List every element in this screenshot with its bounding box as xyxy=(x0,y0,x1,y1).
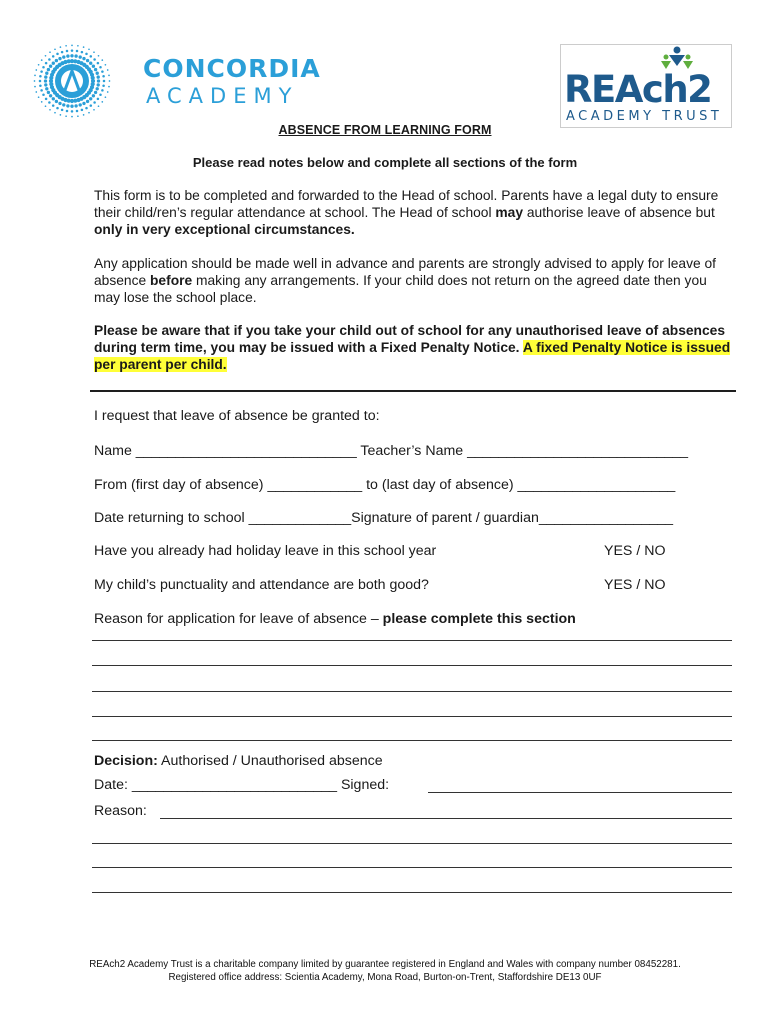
decision-reason-label: Reason: xyxy=(94,803,147,819)
emblem-dot xyxy=(58,57,61,60)
reason-line[interactable] xyxy=(92,640,732,641)
reason-line[interactable] xyxy=(92,665,732,666)
penalty-highlight: A fixed Penalty Notice is issued per parent per child. xyxy=(94,340,731,372)
reason-line[interactable] xyxy=(92,716,732,717)
emblem-dot xyxy=(38,96,40,98)
emblem-dot xyxy=(74,104,77,107)
emblem-dot xyxy=(48,58,51,61)
emblem-dot xyxy=(89,62,92,65)
emblem-dot xyxy=(66,50,69,53)
emblem-dot xyxy=(44,75,47,78)
decision-row: Decision: Authorised / Unauthorised absence xyxy=(94,753,383,769)
emblem-dot xyxy=(101,89,104,92)
absence-dates-field[interactable]: From (first day of absence) ____________ to (last day of absence) ____________________ xyxy=(94,477,676,493)
emblem-dot xyxy=(39,75,42,78)
emblem-dot xyxy=(47,68,50,71)
emblem-dot xyxy=(85,53,88,56)
holiday-question: Have you already had holiday leave in this school year xyxy=(94,543,437,559)
emblem-dot xyxy=(88,48,90,50)
emblem-dot xyxy=(44,83,47,86)
emblem-dot xyxy=(49,65,52,68)
emblem-dot xyxy=(91,76,95,80)
emblem-dot xyxy=(47,91,50,94)
emblem-dot xyxy=(98,105,100,107)
emblem-dot xyxy=(62,103,65,106)
emblem-dot xyxy=(56,107,59,110)
reason-label: Reason for application for leave of absence – please complete this section xyxy=(94,611,576,627)
emblem-dot xyxy=(49,94,52,97)
emblem-dot xyxy=(97,83,100,86)
emblem-dot xyxy=(105,96,107,98)
emblem-dot xyxy=(108,86,110,88)
decision-reason-line[interactable] xyxy=(92,867,732,868)
emblem-dot xyxy=(52,55,55,58)
emblem-dot xyxy=(41,101,43,103)
emblem-dot xyxy=(81,109,84,112)
emblem-dot xyxy=(71,45,73,47)
concordia-emblem-icon xyxy=(34,45,111,118)
emblem-dot xyxy=(98,55,100,57)
emblem-dot xyxy=(83,114,85,116)
penalty-warning-paragraph: Please be aware that if you take your child out of school for any unauthorised leave of absences during term time, you may be issued with a Fixed Penalty Notice. A fixed Penalty Notice is issued per parent per child. xyxy=(94,323,731,372)
emblem-dot xyxy=(45,87,48,90)
section-divider xyxy=(90,390,736,392)
emblem-dot xyxy=(92,65,95,68)
emblem-dot xyxy=(86,59,89,62)
emblem-dot xyxy=(79,103,82,106)
name-teacher-field[interactable]: Name ____________________________ Teacher’s Name ____________________________ xyxy=(94,443,689,459)
emblem-dot xyxy=(109,80,111,82)
decision-date-signed[interactable]: Date: __________________________ Signed: xyxy=(94,777,390,793)
svg-text:REAch2: REAch2 xyxy=(564,68,712,111)
emblem-dot xyxy=(93,58,96,61)
form-title: ABSENCE FROM LEARNING FORM xyxy=(278,123,492,137)
form-subtitle: Please read notes below and complete all sections of the form xyxy=(192,155,578,170)
emblem-dot xyxy=(77,115,79,117)
emblem-dot xyxy=(55,59,58,62)
emblem-dot xyxy=(52,104,55,107)
emblem-dot xyxy=(48,101,51,104)
emblem-dot xyxy=(97,75,100,78)
emblem-dot xyxy=(76,110,79,113)
emblem-dot xyxy=(35,91,37,93)
emblem-dot xyxy=(41,59,43,61)
emblem-dot xyxy=(54,48,56,50)
punctuality-yes-no[interactable]: YES / NO xyxy=(604,577,666,593)
emblem-dot xyxy=(60,46,62,48)
emblem-dot xyxy=(97,62,100,65)
emblem-dot xyxy=(65,45,67,47)
emblem-dot xyxy=(102,75,105,78)
emblem-dot xyxy=(83,46,85,48)
return-signature-field[interactable]: Date returning to school _____________Signature of parent / guardian_________________ xyxy=(94,510,674,526)
emblem-dot xyxy=(34,86,36,88)
decision-reason-line[interactable] xyxy=(92,892,732,893)
emblem-dot xyxy=(39,85,42,88)
footer-company-line: REAch2 Academy Trust is a charitable company limited by guarantee registered in England and Wales with company number 08452281. xyxy=(89,959,681,970)
svg-text:CONCORDIA: CONCORDIA xyxy=(143,54,321,83)
emblem-dot xyxy=(45,62,48,65)
emblem-dot xyxy=(90,104,93,107)
emblem-dot xyxy=(102,85,105,88)
emblem-dot xyxy=(82,57,85,60)
emblem-dot xyxy=(42,94,45,97)
emblem-dot xyxy=(66,104,69,107)
emblem-dot xyxy=(71,110,74,113)
svg-text:ACADEMY: ACADEMY xyxy=(146,84,299,108)
emblem-dot xyxy=(96,72,99,75)
decision-reason-line[interactable] xyxy=(92,843,732,844)
emblem-dot xyxy=(94,68,97,71)
emblem-dot xyxy=(71,116,73,118)
emblem-dot xyxy=(99,94,102,97)
emblem-dot xyxy=(49,51,51,53)
concordia-academy-logo xyxy=(28,40,338,122)
emblem-dot xyxy=(93,109,95,111)
emblem-dot xyxy=(74,54,77,57)
footer xyxy=(0,958,770,984)
reach2-academy-trust-logo xyxy=(560,44,732,128)
emblem-dot xyxy=(56,53,59,56)
emblem-dot xyxy=(81,51,84,54)
emblem-dot xyxy=(70,105,73,108)
emblem-dot xyxy=(45,105,47,107)
emblem-dot xyxy=(99,66,102,69)
emblem-dot xyxy=(66,54,69,57)
emblem-dot xyxy=(93,51,95,53)
footer-address-line: Registered office address: Scientia Academy, Mona Road, Burton-on-Trent, Staffordshire DE13 0UF xyxy=(168,972,602,983)
emblem-dot xyxy=(61,109,64,112)
emblem-dot xyxy=(35,69,37,71)
emblem-dot xyxy=(60,114,62,116)
emblem-dot xyxy=(61,51,64,54)
emblem-dot xyxy=(54,112,56,114)
emblem-dot xyxy=(108,75,110,77)
emblem-dot xyxy=(94,91,97,94)
emblem-dot xyxy=(76,50,79,53)
emblem-dot xyxy=(45,98,48,101)
emblem-dot xyxy=(55,100,58,103)
emblem-dot xyxy=(96,87,99,90)
emblem-dot xyxy=(89,97,92,100)
emblem-dot xyxy=(45,55,47,57)
emblem-dot xyxy=(62,55,65,58)
emblem-dot xyxy=(58,102,61,105)
emblem-dot xyxy=(107,69,109,71)
emblem-dot xyxy=(42,66,45,69)
emblem-dot xyxy=(49,109,51,111)
emblem-dot xyxy=(66,110,69,113)
emblem-dot xyxy=(107,91,109,93)
emblem-dot xyxy=(101,59,103,61)
request-statement: I request that leave of absence be granted to: xyxy=(94,408,380,424)
advance-notice-paragraph: Any application should be made well in advance and parents are strongly advised to apply for leave of absence before making any arrangements. If your child does not return on the agreed date then you may lose the school place. xyxy=(94,256,717,305)
emblem-dot xyxy=(40,70,43,73)
punctuality-question: My child’s punctuality and attendance are both good? xyxy=(94,577,429,593)
emblem-dot xyxy=(52,97,55,100)
emblem-dot xyxy=(88,112,90,114)
emblem-dot xyxy=(105,64,107,66)
emblem-dot xyxy=(92,94,95,97)
emblem-dot xyxy=(40,89,43,92)
emblem-dot xyxy=(38,64,40,66)
emblem-dot xyxy=(79,55,82,58)
emblem-dot xyxy=(52,62,55,65)
emblem-dot xyxy=(82,102,85,105)
emblem-dot xyxy=(71,49,74,52)
reason-line[interactable] xyxy=(92,740,732,741)
emblem-dot xyxy=(65,115,67,117)
reason-line[interactable] xyxy=(92,691,732,692)
emblem-dot xyxy=(77,45,79,47)
holiday-yes-no[interactable]: YES / NO xyxy=(604,543,666,559)
emblem-dot xyxy=(90,55,93,58)
emblem-dot xyxy=(103,80,106,83)
decision-reason-line[interactable] xyxy=(160,818,732,819)
emblem-dot xyxy=(97,79,100,82)
emblem-dot xyxy=(39,80,42,83)
emblem-dot xyxy=(93,101,96,104)
signed-line[interactable] xyxy=(428,792,732,793)
emblem-dot xyxy=(86,100,89,103)
emblem-dot xyxy=(44,79,47,82)
svg-text:ACADEMY TRUST: ACADEMY TRUST xyxy=(566,109,723,124)
emblem-dot xyxy=(45,72,48,75)
emblem-dot xyxy=(85,107,88,110)
emblem-dot xyxy=(101,70,104,73)
emblem-dot xyxy=(34,75,36,77)
intro-paragraph: This form is to be completed and forwarded to the Head of school. Parents have a legal duty to ensure their child/ren’s regular attendance at school. The Head of school may authorise leave of absence but only in very exceptional circumstances. xyxy=(94,188,719,237)
emblem-dot xyxy=(70,54,73,57)
emblem-dot xyxy=(97,98,100,101)
emblem-dot xyxy=(34,80,36,82)
emblem-dot xyxy=(101,101,103,103)
